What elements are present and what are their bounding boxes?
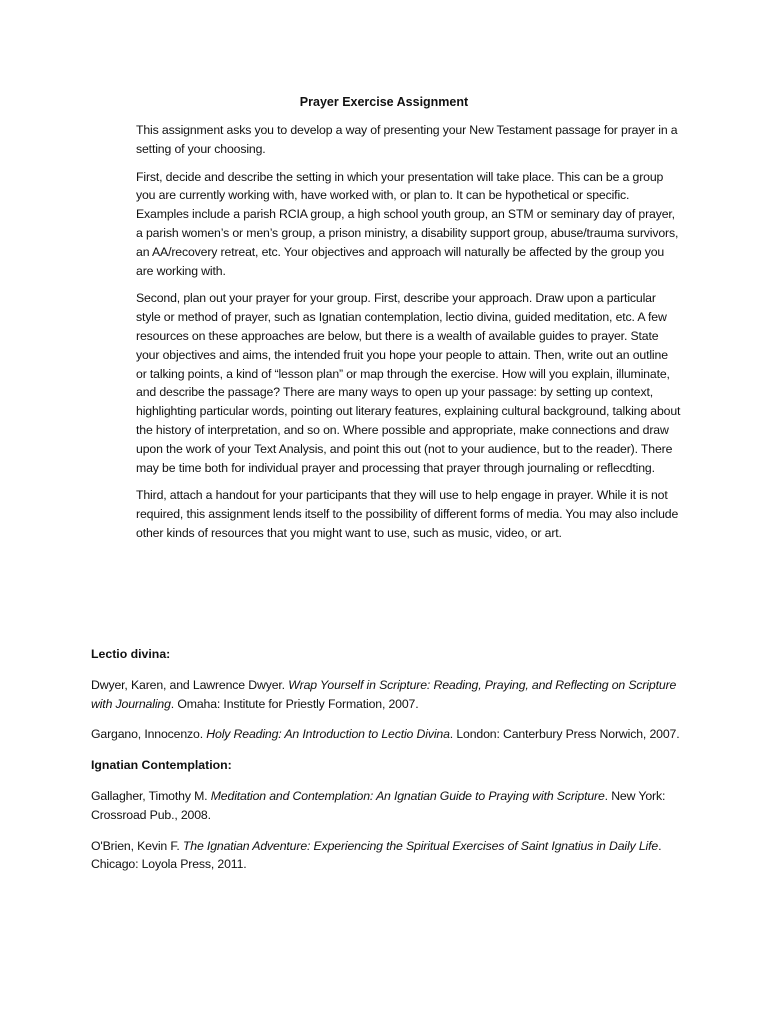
reference-author: Gargano, Innocenzo. — [91, 727, 207, 742]
reference-title: Meditation and Contemplation: An Ignatian Guide to Praying with Scripture — [210, 788, 605, 803]
reference-publication: . London: Canterbury Press Norwich, 2007. — [449, 727, 680, 742]
paragraph-handout: Third, attach a handout for your participants that they will use to help engage in prayer. While it is not required, this assignment lends itself to the possibility of different forms of media. You may also include other kinds of resources that you might want to use, such as music, video, or art. — [136, 488, 679, 540]
section-heading-lectio-divina: Lectio divina: — [91, 647, 171, 661]
assignment-instructions — [136, 121, 681, 552]
section-heading-ignatian-contemplation: Ignatian Contemplation: — [91, 758, 232, 773]
paragraph-plan: Second, plan out your prayer for your group. First, describe your approach. Draw upon a particular style or method of prayer, such as Ignatian contemplation, lectio divina, guided meditation, etc. A few resources on these approaches are below, but there is a wealth of available guides to prayer. State your objectives and aims, the intended fruit you hope your people to attain. Then, write out an outline or talking points, a kind of “lesson plan” or map through the exercise. How will you explain, illuminate, and describe the passage? There are many ways to open up your passage: by setting up context, highlighting particular words, pointing out literary features, explaining cultural background, talking about the history of interpretation, and so on. Where possible and appropriate, make connections and draw upon the work of your Text Analysis, and point this out (not to your audience, but to the reader). There may be time both for individual prayer and processing that prayer through journaling or reflecdting. — [136, 291, 681, 475]
reference-entry — [91, 787, 681, 825]
reference-title: Holy Reading: An Introduction to Lectio Divina — [206, 727, 450, 742]
reference-entry — [91, 837, 681, 875]
reference-author: O'Brien, Kevin F. — [91, 838, 183, 853]
reference-publication: . Omaha: Institute for Priestly Formation, 2007. — [170, 696, 419, 711]
reference-entry — [91, 725, 681, 744]
document-title: Prayer Exercise Assignment — [299, 95, 469, 109]
reference-publication: . New York: Crossroad Pub., 2008. — [91, 788, 666, 822]
paragraph-intro: This assignment asks you to develop a way of presenting your New Testament passage for prayer in a setting of your choosing. — [136, 123, 678, 156]
references-section — [91, 645, 681, 886]
reference-author: Gallagher, Timothy M. — [91, 788, 211, 803]
reference-title: Wrap Yourself in Scripture: Reading, Praying, and Reflecting on Scripture with Journaling — [91, 677, 677, 711]
reference-entry — [91, 676, 681, 714]
reference-author: Dwyer, Karen, and Lawrence Dwyer. — [91, 677, 289, 692]
reference-publication: . Chicago: Loyola Press, 2011. — [91, 838, 662, 872]
reference-title: The Ignatian Adventure: Experiencing the Spiritual Exercises of Saint Ignatius in Daily Life — [182, 838, 659, 853]
paragraph-setting: First, decide and describe the setting in which your presentation will take place. This can be a group you are currently working with, have worked with, or plan to. It can be hypothetical or specific. Examples include a parish RCIA group, a high school youth group, an STM or seminary day of prayer, a parish women’s or men’s group, a prison ministry, a disability support group, abuse/trauma survivors, an AA/recovery retreat, etc. Your objectives and approach will naturally be affected by the group you are working with. — [136, 169, 679, 278]
